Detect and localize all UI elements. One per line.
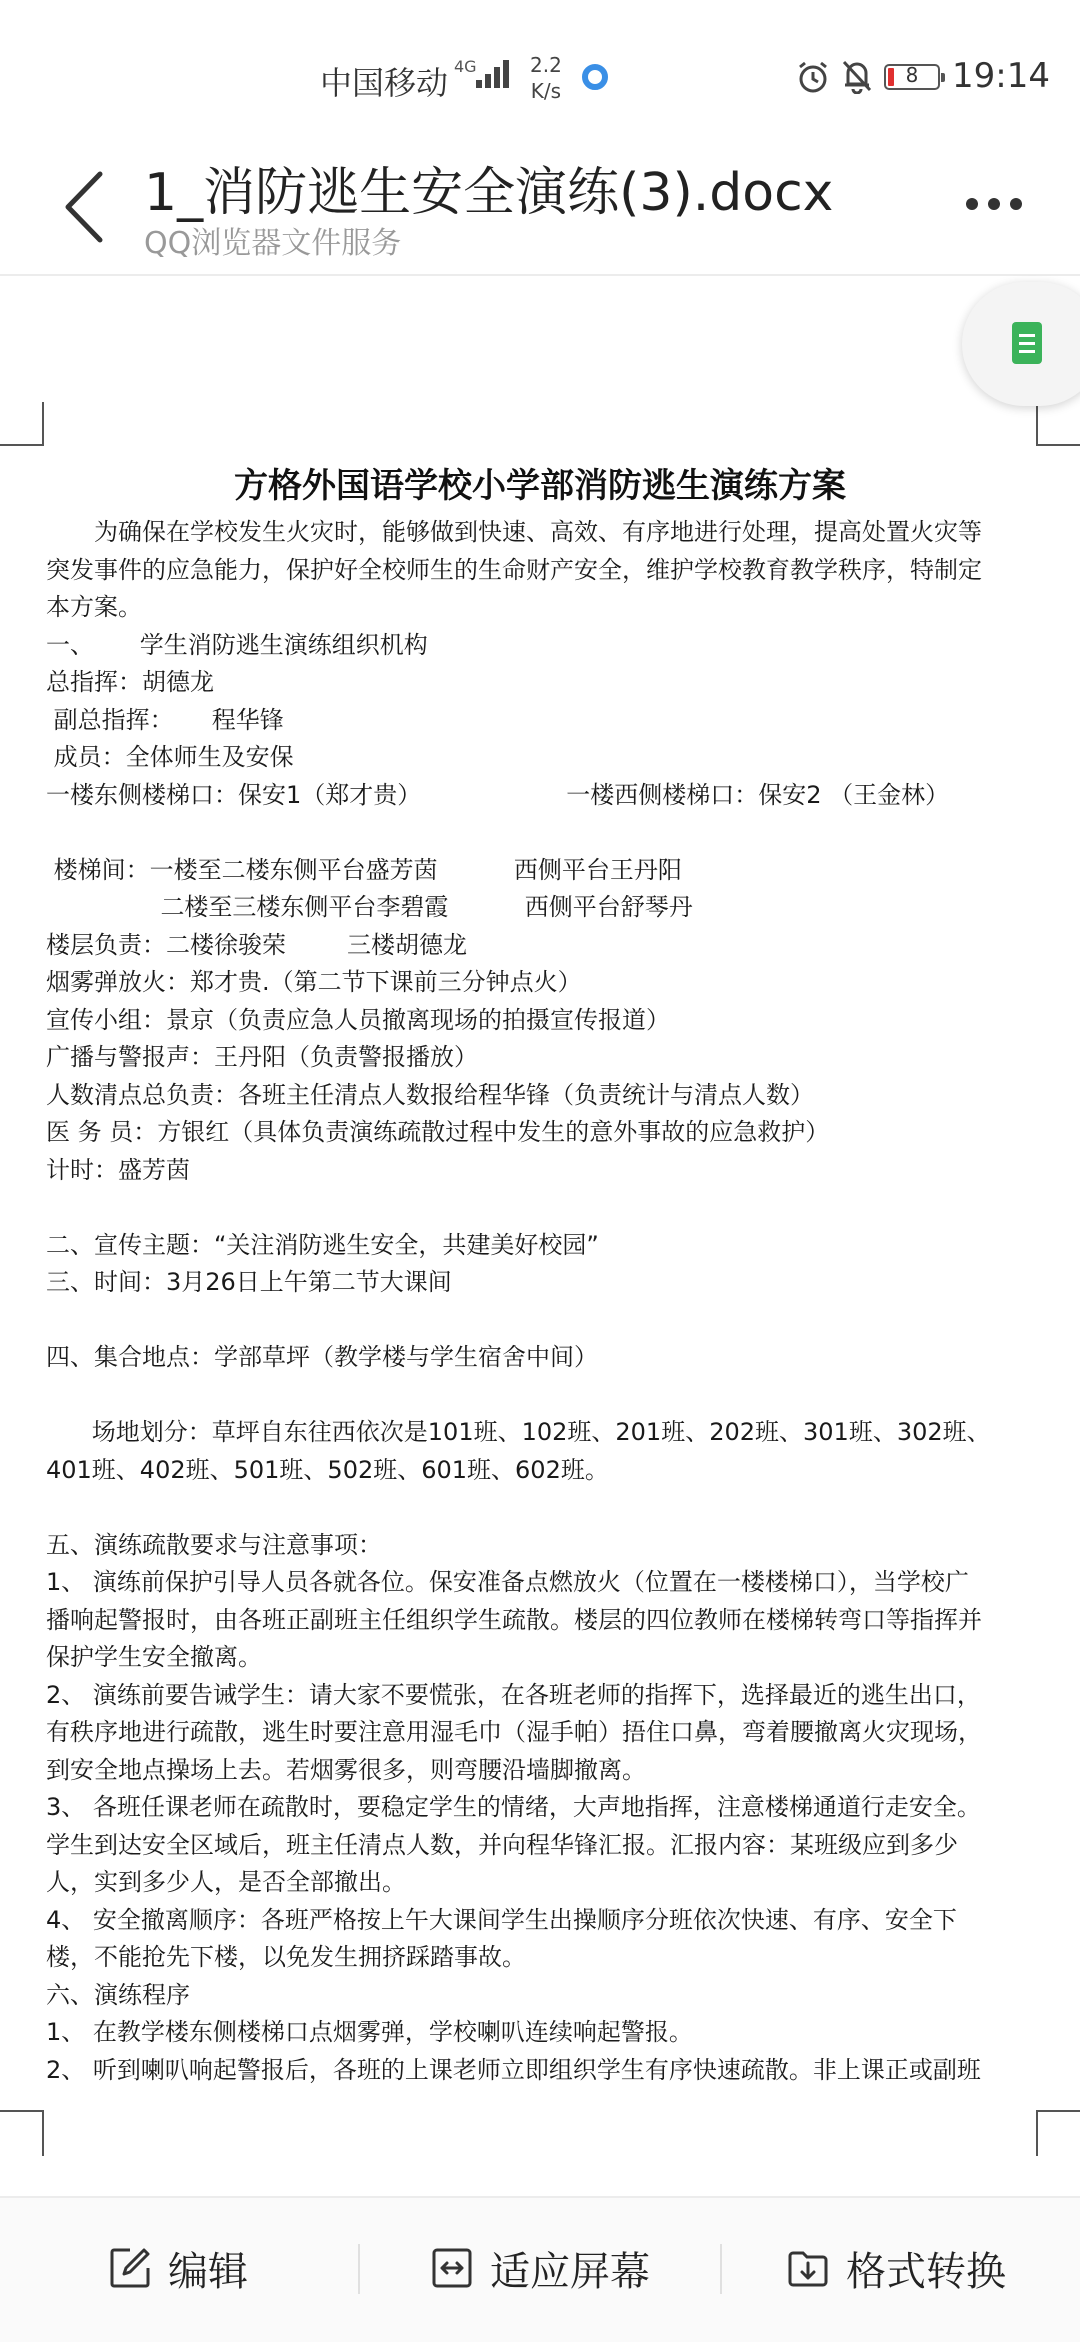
document-line: 一楼东侧楼梯口：保安1（郑才贵） 一楼西侧楼梯口：保安2 （王金林） bbox=[46, 780, 950, 809]
page-corner-mark bbox=[1036, 402, 1080, 446]
document-line: 楼，不能抢先下楼，以免发生拥挤踩踏事故。 bbox=[46, 1943, 526, 1971]
document-line: 本方案。 bbox=[46, 593, 142, 621]
speed-value: 2.2 bbox=[530, 53, 562, 77]
qq-browser-icon bbox=[582, 64, 608, 90]
document-line: 3、 各班任课老师在疏散时，要稳定学生的情绪，大声地指挥，注意楼梯通道行走安全。 bbox=[46, 1793, 981, 1821]
more-options-button[interactable] bbox=[960, 188, 1030, 218]
document-subtitle: QQ浏览器文件服务 bbox=[144, 226, 402, 261]
document-line: 学生到达安全区域后，班主任清点人数，并向程华锋汇报。汇报内容：某班级应到多少 bbox=[46, 1830, 958, 1859]
toolbar-divider bbox=[358, 2244, 360, 2294]
document-line: 二楼至三楼东侧平台李碧霞 西侧平台舒琴丹 bbox=[46, 893, 693, 921]
blank-line bbox=[46, 1377, 1044, 1415]
mute-bell-icon bbox=[840, 58, 874, 94]
document-line: 保护学生安全撤离。 bbox=[46, 1643, 262, 1671]
document-line: 突发事件的应急能力，保护好全校师生的生命财产安全，维护学校教育教学秩序，特制定 bbox=[46, 555, 982, 584]
status-bar bbox=[0, 0, 1080, 150]
document-line: 4、 安全撤离顺序：各班严格按上午大课间学生出操顺序分班依次快速、有序、安全下 bbox=[46, 1905, 957, 1934]
blank-line bbox=[46, 1189, 1044, 1227]
document-line: 六、演练程序 bbox=[46, 1980, 190, 2009]
document-outline-button[interactable] bbox=[962, 282, 1080, 406]
document-line: 宣传小组：景京（负责应急人员撤离现场的拍摄宣传报道） bbox=[46, 1005, 670, 1034]
document-line: 到安全地点操场上去。若烟雾很多，则弯腰沿墙脚撤离。 bbox=[46, 1755, 646, 1784]
page-corner-mark bbox=[0, 402, 44, 446]
edit-icon bbox=[108, 2246, 152, 2290]
document-line: 2、 演练前要告诫学生：请大家不要慌张，在各班老师的指挥下，选择最近的逃生出口， bbox=[46, 1680, 981, 1709]
document-line: 成员：全体师生及安保 bbox=[46, 743, 294, 771]
network-speed bbox=[530, 52, 562, 104]
document-line: 计时：盛芳茵 bbox=[46, 1155, 190, 1184]
toolbar-divider bbox=[720, 2244, 722, 2294]
carrier-label: 中国移动 bbox=[320, 64, 449, 102]
format-convert-label: 格式转换 bbox=[846, 2248, 1006, 2295]
battery-icon bbox=[884, 64, 940, 90]
alarm-icon bbox=[796, 60, 830, 94]
bottom-toolbar bbox=[0, 2196, 1080, 2342]
folder-download-icon bbox=[786, 2246, 830, 2290]
document-line: 三、时间：3月26日上午第二节大课间 bbox=[46, 1268, 452, 1296]
document-heading: 方格外国语学校小学部消防逃生演练方案 bbox=[234, 466, 846, 506]
document-line: 人数清点总负责：各班主任清点人数报给程华锋（负责统计与清点人数） bbox=[46, 1080, 814, 1109]
document-line: 人，实到多少人，是否全部撤出。 bbox=[46, 1868, 406, 1896]
fit-screen-button[interactable] bbox=[430, 2238, 650, 2298]
edit-label: 编辑 bbox=[168, 2248, 248, 2295]
signal-icon bbox=[476, 58, 512, 88]
app-header bbox=[0, 150, 1080, 276]
fit-screen-icon bbox=[430, 2246, 474, 2290]
document-line: 一、 学生消防逃生演练组织机构 bbox=[46, 630, 428, 659]
speed-unit: K/s bbox=[530, 79, 562, 103]
back-button[interactable] bbox=[56, 162, 116, 252]
document-line: 楼梯间：一楼至二楼东侧平台盛芳茵 西侧平台王丹阳 bbox=[46, 855, 682, 884]
network-type-label: 4G bbox=[454, 57, 477, 76]
format-convert-button[interactable] bbox=[786, 2238, 1006, 2298]
document-line: 401班、402班、501班、502班、601班、602班。 bbox=[46, 1455, 609, 1484]
document-body bbox=[46, 514, 1044, 2089]
battery-level: 8 bbox=[905, 63, 919, 87]
clock: 19:14 bbox=[952, 56, 1050, 96]
document-viewer[interactable] bbox=[0, 276, 1080, 2196]
document-line: 广播与警报声：王丹阳（负责警报播放） bbox=[46, 1043, 478, 1071]
document-line: 总指挥：胡德龙 bbox=[46, 668, 214, 696]
document-line: 楼层负责：二楼徐骏荣 三楼胡德龙 bbox=[46, 930, 468, 959]
blank-line bbox=[46, 1489, 1044, 1527]
document-title: 1_消防逃生安全演练(3).docx bbox=[144, 163, 834, 223]
blank-line bbox=[46, 814, 1044, 852]
edit-button[interactable] bbox=[108, 2238, 248, 2298]
document-line: 有秩序地进行疏散，逃生时要注意用湿毛巾（湿手帕）捂住口鼻，弯着腰撤离火灾现场， bbox=[46, 1718, 982, 1746]
document-line: 烟雾弹放火：郑才贵.（第二节下课前三分钟点火） bbox=[46, 968, 582, 996]
document-line: 四、集合地点：学部草坪（教学楼与学生宿舍中间） bbox=[46, 1343, 598, 1371]
document-line: 医 务 员：方银红（具体负责演练疏散过程中发生的意外事故的应急救护） bbox=[46, 1118, 830, 1146]
page-corner-mark bbox=[1036, 2110, 1080, 2156]
page-corner-mark bbox=[0, 2110, 44, 2156]
document-line: 副总指挥： 程华锋 bbox=[46, 705, 284, 734]
fit-screen-label: 适应屏幕 bbox=[490, 2248, 650, 2295]
document-line: 场地划分：草坪自东往西依次是101班、102班、201班、202班、301班、302班、 bbox=[46, 1418, 991, 1446]
document-line: 2、 听到喇叭响起警报后，各班的上课老师立即组织学生有序快速疏散。非上课正或副班 bbox=[46, 2055, 981, 2084]
document-line: 二、宣传主题：“关注消防逃生安全，共建美好校园” bbox=[46, 1230, 599, 1259]
document-line: 播响起警报时，由各班正副班主任组织学生疏散。楼层的四位教师在楼梯转弯口等指挥并 bbox=[46, 1605, 982, 1634]
document-icon bbox=[1012, 322, 1042, 364]
document-line: 为确保在学校发生火灾时，能够做到快速、高效、有序地进行处理，提高处置火灾等 bbox=[94, 518, 982, 546]
document-line: 1、 在教学楼东侧楼梯口点烟雾弹，学校喇叭连续响起警报。 bbox=[46, 2018, 693, 2046]
document-line: 五、演练疏散要求与注意事项： bbox=[46, 1530, 382, 1559]
blank-line bbox=[46, 1302, 1044, 1340]
document-line: 1、 演练前保护引导人员各就各位。保安准备点燃放火（位置在一楼楼梯口），当学校广 bbox=[46, 1568, 969, 1596]
